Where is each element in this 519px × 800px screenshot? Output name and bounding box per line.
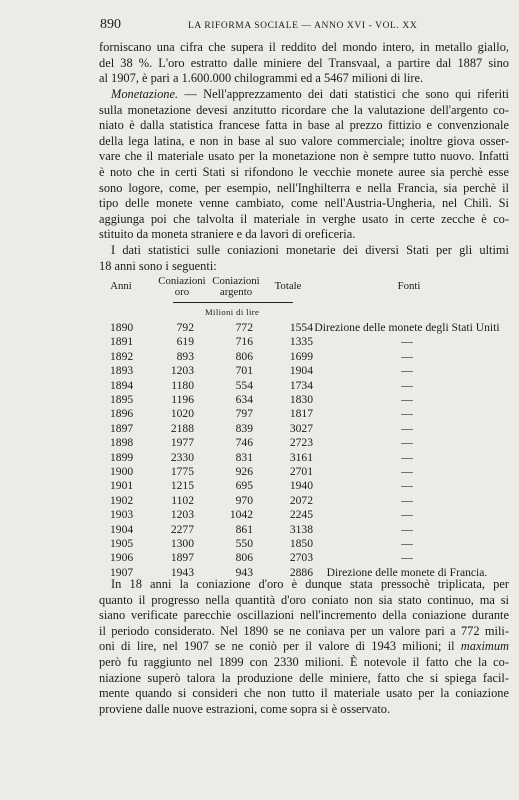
source-cell: — [401,364,413,378]
year-cell: 1893 [110,364,134,378]
gold-cell: 2277 [170,522,194,536]
table-row [99,379,511,394]
year-cell: 1906 [110,551,134,565]
silver-cell: 970 [235,493,253,507]
silver-cell: 746 [235,436,253,450]
table-row [99,479,511,494]
text-line: sono logore, come, per esempio, nell'Inghilterra e nella Francia, sia perchè il [99,180,509,195]
text-line: il periodo considerato. Nel 1890 se ne coniava per un valore pari a 772 mili- [99,623,509,638]
header-total: Totale [274,280,302,292]
silver-cell: 861 [235,522,253,536]
table-row [99,364,511,379]
table-row [99,436,511,451]
year-cell: 1892 [110,349,134,363]
coinage-table [99,275,511,579]
total-cell: 2072 [289,493,313,507]
gold-cell: 2188 [170,421,194,435]
text-line: aggiunga poi che talvolta il materiale in verghe usato in certe zecche è co- [99,211,509,226]
total-cell: 1940 [289,479,313,493]
year-cell: 1905 [110,537,134,550]
gold-cell: 1775 [170,465,194,478]
table-row [99,321,511,336]
year-cell: 1895 [110,393,134,406]
source-cell: — [401,349,413,363]
header-source: Fonti [397,280,421,292]
text-fragment: — Nell'apprezzamento dei dati statistici che sono qui riferiti [178,87,509,101]
table-row [99,422,511,437]
text-line [99,87,509,103]
text-line: tipo delle monete venne cambiato, come nell'Austria-Ungheria, nel Chilì. Si [99,196,509,211]
table-row [99,465,511,480]
text-line: però fu raggiunto nel 1899 con 2330 milioni. È notevole il fatto che la co- [99,654,509,669]
gold-cell: 1102 [171,493,194,507]
silver-cell: 926 [235,465,253,478]
header-gold [155,276,209,298]
gold-cell: 792 [176,321,194,334]
total-cell: 1734 [289,378,313,392]
total-cell: 1817 [289,407,313,421]
gold-cell: 1020 [170,407,194,421]
year-cell: 1890 [110,321,134,334]
total-cell: 2701 [289,465,313,478]
header-gold-line2: oro [174,286,190,298]
gold-cell: 1300 [170,537,194,550]
silver-cell: 550 [235,537,253,550]
year-cell: 1901 [110,479,134,493]
silver-cell: 716 [235,335,253,349]
silver-cell: 806 [235,349,253,363]
text-line: è noto che in certi Stati si rifondono le vecchie monete auree sia perchè esse [99,164,509,179]
total-cell: 2703 [289,551,313,565]
table-row [99,508,511,523]
source-cell: Direzione delle monete di Francia. [326,565,488,579]
source-cell: — [401,537,413,550]
source-cell: — [401,551,413,565]
gold-cell: 1203 [170,364,194,378]
gold-cell: 619 [176,335,194,349]
year-cell: 1899 [110,450,134,464]
silver-cell: 943 [235,565,253,579]
total-cell: 2723 [289,436,313,450]
source-cell: — [401,493,413,507]
year-cell: 1900 [110,465,134,478]
gold-cell: 1203 [170,508,194,522]
source-cell: — [401,421,413,435]
year-cell: 1896 [110,407,134,421]
table-row [99,393,511,408]
text-line: proviene dalle nuove estrazioni, come sopra si è osservato. [99,701,391,716]
gold-cell: 1215 [170,479,194,493]
source-cell: — [401,465,413,478]
total-cell: 1335 [289,335,313,349]
silver-cell: 772 [235,321,253,334]
silver-cell: 1042 [229,508,253,522]
source-cell: — [401,407,413,421]
unit-note: Milioni di lire [205,307,260,317]
source-cell: Direzione delle monete degli Stati Uniti [314,321,500,334]
text-fragment: oni di lire, nel 1907 se ne coniò per il valore di 1943 milioni; il [99,639,455,654]
source-cell: — [401,479,413,493]
total-cell: 1904 [289,364,313,378]
gold-cell: 893 [176,349,194,363]
table-row [99,350,511,365]
source-cell: — [401,436,413,450]
text-line: siano verificate parecchie oscillazioni nell'incremento della coniazione durante [99,608,509,623]
total-cell: 3161 [289,450,313,464]
gold-cell: 1943 [170,565,194,579]
text-line: al 1907, è pari a 1.600.000 chilogrammi ed a 5467 milioni di lire. [99,71,424,86]
silver-cell: 701 [235,364,253,378]
year-cell: 1897 [110,421,134,435]
year-cell: 1903 [110,508,134,522]
text-line: niato è dalla statistica francese fatta in base al prezzo fittizio e convenzionale [99,118,509,133]
total-cell: 2245 [289,508,313,522]
source-cell: — [401,508,413,522]
text-line: 18 anni sono i seguenti: [99,258,217,273]
total-cell: 1850 [289,537,313,550]
silver-cell: 634 [235,393,253,406]
total-cell: 3027 [289,421,313,435]
paragraph-transvaal [99,40,509,87]
text-line: vare che il materiale usato per la monetazione non è sempre tutto nuovo. Infatti [99,149,509,164]
text-line: mente quando si consideri che non tutto il materiale usato per la coniazione [99,686,509,701]
silver-cell: 797 [235,407,253,421]
text-line [99,639,509,655]
table-row [99,537,511,552]
table-row [99,523,511,538]
table-row [99,407,511,422]
year-cell: 1898 [110,436,134,450]
source-cell: — [401,378,413,392]
header-year: Anni [110,280,132,292]
gold-cell: 1196 [171,393,194,406]
year-cell: 1904 [110,522,134,536]
maximum-word: maximum [460,639,509,654]
table-row [99,335,511,350]
text-line: della lega latina, e non in base al suo valore commerciale; inoltre giova osser- [99,133,509,148]
gold-cell: 1180 [171,378,194,392]
running-head: LA RIFORMA SOCIALE — ANNO XVI - VOL. XX [188,21,418,31]
paragraph-conclusion [99,577,509,717]
table-row [99,451,511,466]
header-silver-line2: argento [219,286,253,298]
running-header [100,17,508,36]
text-line: quanto il progresso nella quantità d'oro coniato non sia stato continuo, ma si [99,592,509,607]
header-gold-line1: Coniazioni [158,275,206,287]
header-rule [173,302,293,303]
total-cell: 2886 [289,565,313,579]
source-cell: — [401,450,413,464]
year-cell: 1891 [110,335,134,349]
text-line: I dati statistici sulle coniazioni monetarie dei diversi Stati per gli ultimi [111,243,509,257]
silver-cell: 839 [235,421,253,435]
year-cell: 1902 [110,493,134,507]
text-line: forniscano una cifra che supera il reddito del mondo intero, in metallo giallo, [99,40,509,54]
text-line: stituito da moneta straniere e da lavori di oreficeria. [99,227,356,242]
header-silver [209,276,263,298]
silver-cell: 806 [235,551,253,565]
gold-cell: 2330 [170,450,194,464]
total-cell: 1830 [289,393,313,406]
paragraph-monetazione [99,87,509,243]
table-row [99,551,511,566]
gold-cell: 1897 [170,551,194,565]
header-silver-line1: Coniazioni [212,275,260,287]
section-heading: Monetazione. [111,87,179,101]
text-line: niazione superò talora la produzione delle miniere, fatto che si spiega facil- [99,670,509,685]
table-row [99,494,511,509]
gold-cell: 1977 [170,436,194,450]
page-number: 890 [100,17,121,32]
silver-cell: 554 [235,378,253,392]
silver-cell: 695 [235,479,253,493]
source-cell: — [401,335,413,349]
paragraph-intro-table [99,243,509,274]
text-line: del 38 %. L'oro estratto dalle miniere del Transvaal, a partire dal 1887 sino [99,55,509,70]
total-cell: 1554 [289,321,313,334]
year-cell: 1894 [110,378,134,392]
total-cell: 3138 [289,522,313,536]
text-line: sulla monetazione devesi anzitutto ricordare che la valutazione dell'argento co- [99,102,509,117]
year-cell: 1907 [110,565,134,579]
text-line: In 18 anni la coniazione d'oro è dunque stata pressochè triplicata, per [111,577,509,591]
source-cell: — [401,522,413,536]
total-cell: 1699 [289,349,313,363]
silver-cell: 831 [235,450,253,464]
source-cell: — [401,393,413,406]
